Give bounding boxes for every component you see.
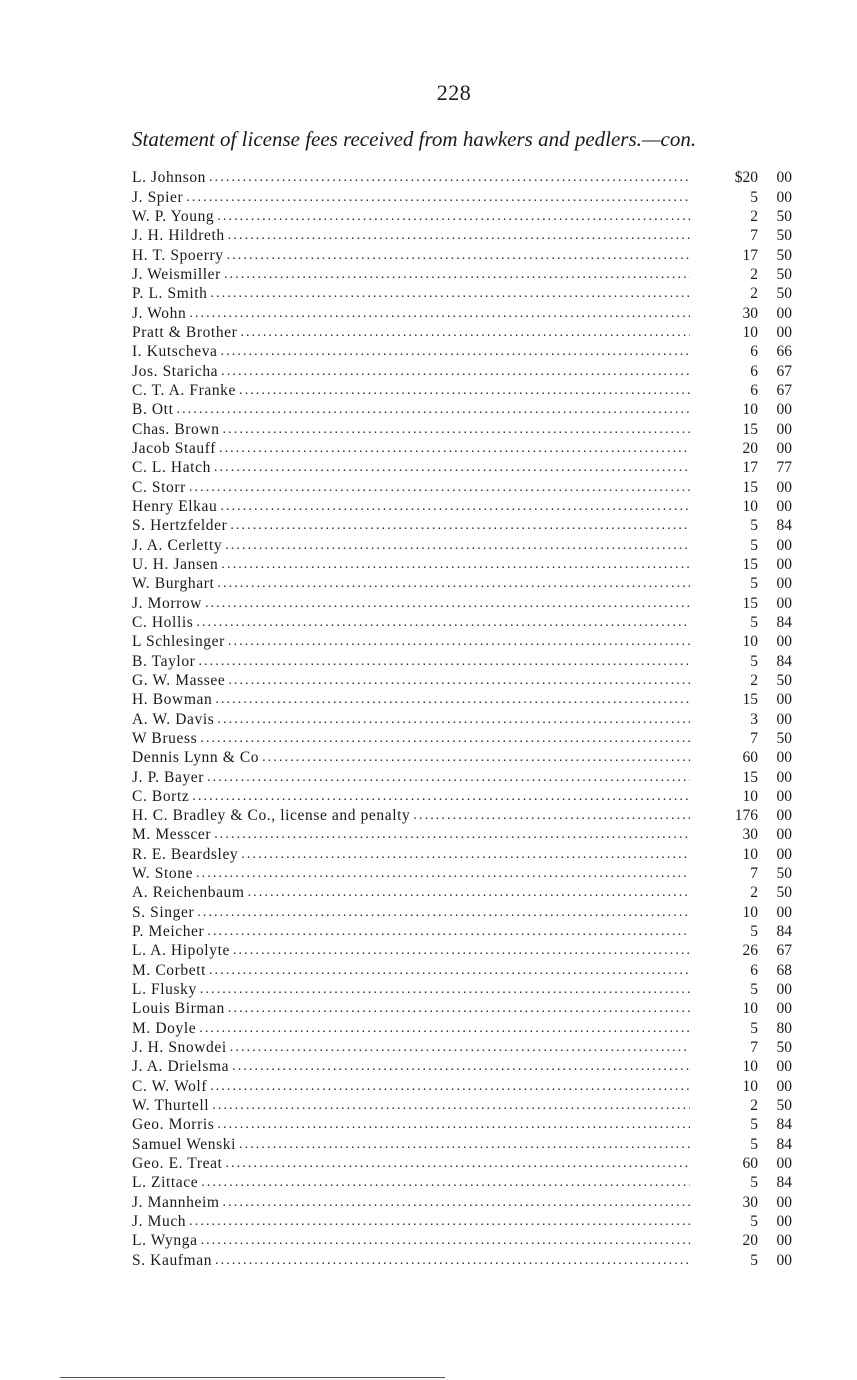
ledger-row <box>132 902 792 921</box>
payer-name: C. Storr <box>132 478 186 496</box>
fee-cents: 00 <box>776 323 792 341</box>
dot-leader <box>199 1019 690 1038</box>
payer-name: G. W. Massee <box>132 671 226 689</box>
payer-name: H. T. Spoerry <box>132 246 224 264</box>
ledger-row <box>132 574 792 593</box>
dot-leader <box>228 632 690 651</box>
payer-name: Dennis Lynn & Co <box>132 749 260 767</box>
dot-leader <box>205 594 690 613</box>
dot-leader <box>177 400 691 419</box>
fee-cents: 00 <box>776 594 792 612</box>
ledger-row <box>132 1038 792 1057</box>
fee-cents: 00 <box>776 575 792 593</box>
ledger-row <box>132 787 792 806</box>
fee-cents: 67 <box>776 362 792 380</box>
fee-cents: 84 <box>776 923 792 941</box>
fee-cents: 00 <box>776 768 792 786</box>
fee-cents: 00 <box>776 555 792 573</box>
fee-dollars: 2 <box>750 671 758 689</box>
payer-name: H. Bowman <box>132 691 213 709</box>
fee-dollars: 5 <box>750 1213 758 1231</box>
dot-leader <box>221 555 690 574</box>
payer-name: P. Meicher <box>132 923 205 941</box>
payer-name: S. Kaufman <box>132 1251 213 1269</box>
ledger-row <box>132 922 792 941</box>
payer-name: L Schlesinger <box>132 633 225 651</box>
payer-name: M. Messcer <box>132 826 212 844</box>
payer-name: S. Hertzfelder <box>132 517 228 535</box>
fee-dollars: 5 <box>750 981 758 999</box>
fee-dollars: 5 <box>750 536 758 554</box>
ledger-row <box>132 960 792 979</box>
ledger-row <box>132 342 792 361</box>
fee-dollars: 7 <box>750 1039 758 1057</box>
dot-leader <box>211 284 690 303</box>
fee-cents: 00 <box>776 169 792 187</box>
ledger-row <box>132 284 792 303</box>
dot-leader <box>217 710 690 729</box>
fee-cents: 84 <box>776 652 792 670</box>
fee-dollars: 5 <box>750 188 758 206</box>
payer-name: M. Doyle <box>132 1019 197 1037</box>
fee-dollars: 17 <box>742 459 758 477</box>
fee-cents: 50 <box>776 884 792 902</box>
fee-dollars: 7 <box>750 227 758 245</box>
fee-cents: 84 <box>776 1116 792 1134</box>
fee-cents: 50 <box>776 671 792 689</box>
payer-name: J. A. Cerletty <box>132 536 223 554</box>
ledger-row <box>132 593 792 612</box>
ledger-row <box>132 265 792 284</box>
dot-leader <box>241 845 690 864</box>
fee-dollars: 5 <box>750 1251 758 1269</box>
fee-dollars: 10 <box>742 323 758 341</box>
ledger-row <box>132 458 792 477</box>
dot-leader <box>189 304 690 323</box>
fee-dollars: 2 <box>750 265 758 283</box>
ledger-row <box>132 477 792 496</box>
dot-leader <box>189 1212 690 1231</box>
fee-cents: 00 <box>776 981 792 999</box>
fee-cents: 77 <box>776 459 792 477</box>
fee-cents: 50 <box>776 1097 792 1115</box>
fee-cents: 00 <box>776 749 792 767</box>
dot-leader <box>197 903 690 922</box>
fee-dollars: 60 <box>742 1155 758 1173</box>
fee-cents: 00 <box>776 903 792 921</box>
payer-name: J. Mannheim <box>132 1193 220 1211</box>
payer-name: A. W. Davis <box>132 710 215 728</box>
ledger-row <box>132 748 792 767</box>
payer-name: J. H. Snowdei <box>132 1039 227 1057</box>
fee-dollars: 2 <box>750 285 758 303</box>
ledger-row <box>132 516 792 535</box>
dot-leader <box>228 999 690 1018</box>
fee-cents: 00 <box>776 1193 792 1211</box>
ledger-row <box>132 555 792 574</box>
dot-leader <box>262 748 690 767</box>
fee-dollars: 10 <box>742 1058 758 1076</box>
dot-leader <box>217 1115 690 1134</box>
payer-name: P. L. Smith <box>132 285 208 303</box>
dot-leader <box>201 1231 690 1250</box>
payer-name: I. Kutscheva <box>132 343 218 361</box>
fee-dollars: 7 <box>750 729 758 747</box>
dot-leader <box>214 458 690 477</box>
ledger-row <box>132 497 792 516</box>
payer-name: J. Spier <box>132 188 184 206</box>
fee-cents: 00 <box>776 1232 792 1250</box>
fee-dollars: 60 <box>742 749 758 767</box>
payer-name: J. P. Bayer <box>132 768 205 786</box>
fee-dollars: 10 <box>742 401 758 419</box>
payer-name: U. H. Jansen <box>132 555 219 573</box>
fee-cents: 00 <box>776 188 792 206</box>
dot-leader <box>215 1251 690 1270</box>
payer-name: W. Stone <box>132 865 194 883</box>
dot-leader <box>186 188 690 207</box>
fee-dollars: 10 <box>742 787 758 805</box>
ledger-row <box>132 671 792 690</box>
fee-cents: 84 <box>776 1174 792 1192</box>
fee-dollars: 10 <box>742 845 758 863</box>
payer-name: Samuel Wenski <box>132 1135 236 1153</box>
ledger-row <box>132 844 792 863</box>
payer-name: L. Johnson <box>132 169 207 187</box>
fee-dollars: 5 <box>750 923 758 941</box>
payer-name: C. Bortz <box>132 787 190 805</box>
fee-dollars: 5 <box>750 652 758 670</box>
dot-leader <box>200 729 690 748</box>
dot-leader <box>217 207 690 226</box>
payer-name: J. A. Drielsma <box>132 1058 230 1076</box>
ledger-row <box>132 825 792 844</box>
dot-leader <box>207 922 690 941</box>
dot-leader <box>192 787 690 806</box>
fee-cents: 00 <box>776 845 792 863</box>
ledger-row <box>132 226 792 245</box>
bottom-rule <box>60 1377 445 1378</box>
fee-cents: 50 <box>776 729 792 747</box>
fee-dollars: 176 <box>734 807 758 825</box>
fee-dollars: 15 <box>742 594 758 612</box>
fee-dollars: 3 <box>750 710 758 728</box>
dot-leader <box>230 516 690 535</box>
dot-leader <box>223 420 690 439</box>
fee-dollars: 5 <box>750 1019 758 1037</box>
ledger-row <box>132 1057 792 1076</box>
dot-leader <box>225 1154 690 1173</box>
ledger-row <box>132 690 792 709</box>
fee-dollars: 20 <box>742 439 758 457</box>
fee-cents: 50 <box>776 265 792 283</box>
payer-name: C. Hollis <box>132 613 194 631</box>
ledger-row <box>132 419 792 438</box>
fee-cents: 50 <box>776 227 792 245</box>
fee-cents: 84 <box>776 613 792 631</box>
fee-dollars: 30 <box>742 826 758 844</box>
payer-name: H. C. Bradley & Co., license and penalty <box>132 807 411 825</box>
payer-name: S. Singer <box>132 903 195 921</box>
fee-cents: 50 <box>776 246 792 264</box>
fee-dollars: 5 <box>750 575 758 593</box>
payer-name: C. T. A. Franke <box>132 381 237 399</box>
fee-cents: 00 <box>776 401 792 419</box>
fee-dollars: 15 <box>742 478 758 496</box>
fee-dollars: 6 <box>750 381 758 399</box>
dot-leader <box>248 883 690 902</box>
dot-leader <box>210 1077 690 1096</box>
payer-name: Jos. Staricha <box>132 362 219 380</box>
dot-leader <box>196 864 690 883</box>
ledger-row <box>132 245 792 264</box>
fee-dollars: 15 <box>742 420 758 438</box>
dot-leader <box>233 941 690 960</box>
fee-cents: 50 <box>776 865 792 883</box>
fee-cents: 00 <box>776 1058 792 1076</box>
fee-cents: 00 <box>776 1000 792 1018</box>
fee-dollars: 5 <box>750 1135 758 1153</box>
dot-leader <box>224 265 690 284</box>
dot-leader <box>227 246 690 265</box>
dot-leader <box>239 381 690 400</box>
dot-leader <box>240 323 690 342</box>
ledger-row <box>132 1231 792 1250</box>
fee-dollars: 10 <box>742 1077 758 1095</box>
ledger-row <box>132 883 792 902</box>
ledger-row <box>132 168 792 187</box>
dot-leader <box>221 362 690 381</box>
payer-name: A. Reichenbaum <box>132 884 245 902</box>
dot-leader <box>230 1038 690 1057</box>
ledger-row <box>132 1134 792 1153</box>
payer-name: L. Flusky <box>132 981 197 999</box>
payer-name: Henry Elkau <box>132 497 218 515</box>
fee-cents: 67 <box>776 381 792 399</box>
fee-dollars: 17 <box>742 246 758 264</box>
fee-cents: 67 <box>776 942 792 960</box>
ledger-row <box>132 941 792 960</box>
dot-leader <box>221 342 690 361</box>
payer-name: Geo. E. Treat <box>132 1155 223 1173</box>
dot-leader <box>228 226 690 245</box>
ledger-row <box>132 1212 792 1231</box>
fee-dollars: 15 <box>742 768 758 786</box>
dot-leader <box>228 671 690 690</box>
ledger-row <box>132 1173 792 1192</box>
fee-dollars: 20 <box>742 1232 758 1250</box>
fee-dollars: 7 <box>750 865 758 883</box>
payer-name: W. Thurtell <box>132 1097 210 1115</box>
ledger-row <box>132 303 792 322</box>
payer-name: B. Ott <box>132 401 174 419</box>
payer-name: M. Corbett <box>132 961 207 979</box>
fee-dollars: 10 <box>742 903 758 921</box>
fee-cents: 50 <box>776 1039 792 1057</box>
fee-dollars: 2 <box>750 884 758 902</box>
fee-dollars: 10 <box>742 497 758 515</box>
ledger-row <box>132 535 792 554</box>
ledger-row <box>132 864 792 883</box>
dot-leader <box>239 1135 690 1154</box>
fee-cents: 00 <box>776 439 792 457</box>
dot-leader <box>189 478 690 497</box>
ledger-row <box>132 999 792 1018</box>
payer-name: B. Taylor <box>132 652 196 670</box>
payer-name: C. L. Hatch <box>132 459 211 477</box>
ledger-row <box>132 613 792 632</box>
fee-dollars: 6 <box>750 343 758 361</box>
ledger-row <box>132 1018 792 1037</box>
fee-dollars: 30 <box>742 1193 758 1211</box>
fee-dollars: 2 <box>750 1097 758 1115</box>
payer-name: R. E. Beardsley <box>132 845 239 863</box>
fee-cents: 00 <box>776 1213 792 1231</box>
dot-leader <box>220 497 690 516</box>
fee-cents: 00 <box>776 478 792 496</box>
fee-dollars: 15 <box>742 691 758 709</box>
fee-dollars: 30 <box>742 304 758 322</box>
payer-name: Geo. Morris <box>132 1116 215 1134</box>
fee-dollars: 6 <box>750 961 758 979</box>
fee-dollars: 15 <box>742 555 758 573</box>
ledger-row <box>132 1192 792 1211</box>
dot-leader <box>232 1057 690 1076</box>
dot-leader <box>223 1193 690 1212</box>
page-title: Statement of license fees received from hawkers and pedlers.—con. <box>132 127 697 151</box>
ledger-row <box>132 767 792 786</box>
payer-name: J. H. Hildreth <box>132 227 225 245</box>
fee-cents: 84 <box>776 517 792 535</box>
ledger-row <box>132 1115 792 1134</box>
fee-cents: 00 <box>776 787 792 805</box>
fee-cents: 50 <box>776 285 792 303</box>
payer-name: W. Burghart <box>132 575 215 593</box>
fee-cents: 00 <box>776 826 792 844</box>
ledger-row <box>132 709 792 728</box>
fee-dollars: 5 <box>750 517 758 535</box>
dot-leader <box>200 980 690 999</box>
ledger-row <box>132 1096 792 1115</box>
ledger-row <box>132 439 792 458</box>
dot-leader <box>196 613 690 632</box>
ledger-row <box>132 207 792 226</box>
ledger-row <box>132 729 792 748</box>
dot-leader <box>215 690 690 709</box>
fee-cents: 00 <box>776 536 792 554</box>
dot-leader <box>198 652 690 671</box>
dot-leader <box>209 961 690 980</box>
fee-cents: 00 <box>776 1251 792 1269</box>
dot-leader <box>219 439 690 458</box>
payer-name: Louis Birman <box>132 1000 225 1018</box>
license-fee-ledger <box>132 168 792 1270</box>
payer-name: J. Morrow <box>132 594 202 612</box>
payer-name: Chas. Brown <box>132 420 220 438</box>
fee-cents: 00 <box>776 710 792 728</box>
fee-cents: 00 <box>776 807 792 825</box>
fee-cents: 00 <box>776 420 792 438</box>
payer-name: Pratt & Brother <box>132 323 238 341</box>
fee-cents: 00 <box>776 497 792 515</box>
ledger-row <box>132 1076 792 1095</box>
fee-dollars: 2 <box>750 207 758 225</box>
ledger-row <box>132 806 792 825</box>
payer-name: W. P. Young <box>132 207 215 225</box>
fee-dollars: 26 <box>742 942 758 960</box>
fee-dollars: 5 <box>750 613 758 631</box>
payer-name: L. Zittace <box>132 1174 199 1192</box>
dot-leader <box>214 825 690 844</box>
ledger-row <box>132 980 792 999</box>
fee-dollars: 5 <box>750 1116 758 1134</box>
ledger-row <box>132 1154 792 1173</box>
ledger-row <box>132 381 792 400</box>
payer-name: L. Wynga <box>132 1232 198 1250</box>
ledger-row <box>132 187 792 206</box>
dot-leader <box>209 168 690 187</box>
ledger-row <box>132 400 792 419</box>
fee-cents: 50 <box>776 207 792 225</box>
fee-cents: 00 <box>776 691 792 709</box>
dot-leader <box>212 1096 690 1115</box>
fee-cents: 00 <box>776 1077 792 1095</box>
fee-cents: 68 <box>776 961 792 979</box>
fee-cents: 84 <box>776 1135 792 1153</box>
payer-name: Jacob Stauff <box>132 439 216 457</box>
dot-leader <box>217 574 690 593</box>
fee-cents: 00 <box>776 1155 792 1173</box>
fee-cents: 66 <box>776 343 792 361</box>
dot-leader <box>225 536 690 555</box>
ledger-row <box>132 651 792 670</box>
payer-name: J. Weismiller <box>132 265 221 283</box>
payer-name: L. A. Hipolyte <box>132 942 230 960</box>
ledger-row <box>132 323 792 342</box>
dot-leader <box>207 768 690 787</box>
fee-dollars: 6 <box>750 362 758 380</box>
fee-dollars: 10 <box>742 633 758 651</box>
fee-dollars: 5 <box>750 1174 758 1192</box>
payer-name: W Bruess <box>132 729 198 747</box>
dot-leader <box>413 806 690 825</box>
dot-leader <box>201 1173 690 1192</box>
fee-cents: 00 <box>776 304 792 322</box>
ledger-row <box>132 632 792 651</box>
payer-name: J. Much <box>132 1213 187 1231</box>
fee-cents: 00 <box>776 633 792 651</box>
payer-name: C. W. Wolf <box>132 1077 208 1095</box>
ledger-row <box>132 1250 792 1269</box>
fee-dollars: $20 <box>734 169 758 187</box>
ledger-row <box>132 361 792 380</box>
payer-name: J. Wohn <box>132 304 187 322</box>
fee-cents: 80 <box>776 1019 792 1037</box>
page-number: 228 <box>436 80 472 105</box>
fee-dollars: 10 <box>742 1000 758 1018</box>
